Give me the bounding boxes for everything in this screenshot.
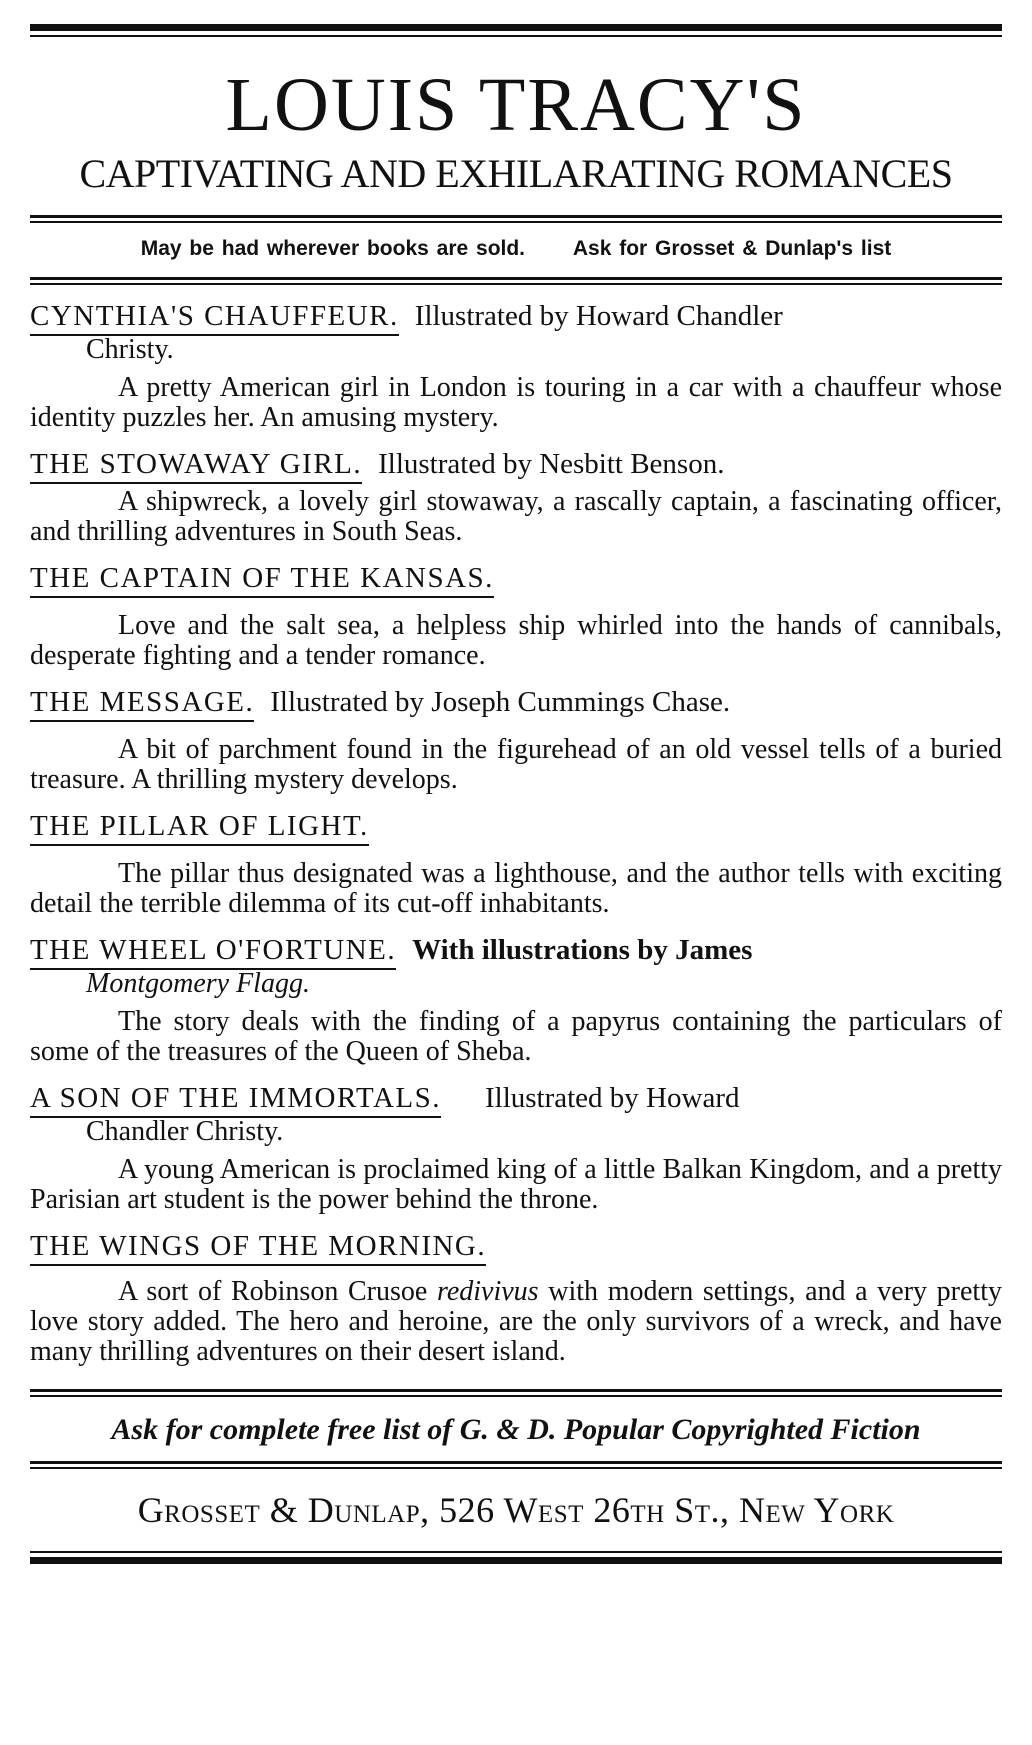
book-illustrator: Illustrated by Nesbitt Benson. — [378, 448, 725, 480]
book-description: The pillar thus designated was a lighthouse, and the author tells with exciting detail the terrible dilemma of its cut-off inhabitants. — [30, 858, 1002, 919]
description-pre: A sort of Robinson Crusoe — [118, 1276, 437, 1307]
book-entry — [30, 807, 1002, 919]
top-rule — [30, 24, 1002, 31]
book-description — [30, 1277, 1002, 1367]
book-title: THE PILLAR OF LIGHT. — [30, 810, 369, 846]
book-title: A SON OF THE IMMORTALS. — [30, 1082, 441, 1118]
banner-left: May be had wherever books are sold. — [140, 237, 526, 260]
book-entry — [30, 683, 1002, 795]
book-description: A pretty American girl in London is touring in a car with a chauffeur whose identity puzzles her. An amusing mystery. — [30, 372, 1002, 433]
book-description: Love and the salt sea, a helpless ship whirled into the hands of cannibals, desperate fighting and a tender romance. — [30, 610, 1002, 671]
availability-banner — [30, 237, 1002, 261]
advertisement-page — [30, 24, 1002, 1564]
book-entry — [30, 445, 1002, 547]
book-illustrator: Illustrated by Joseph Cummings Chase. — [270, 686, 731, 718]
book-description: A bit of parchment found in the figurehead of an old vessel tells of a buried treasure. A thrilling mystery develops. — [30, 734, 1002, 795]
book-illustrator-cont: Montgomery Flagg. — [86, 968, 310, 999]
address-divider — [30, 1461, 1002, 1469]
book-illustrator: Illustrated by Howard — [484, 1082, 740, 1114]
book-entry — [30, 1227, 1002, 1367]
publisher-address: Grosset & Dunlap, 526 West 26th St., New York — [137, 1490, 895, 1530]
book-illustrator: With illustrations by James — [412, 934, 753, 966]
bottom-rule — [30, 1557, 1002, 1564]
top-rule-thin — [30, 35, 1002, 37]
book-entry — [30, 931, 1002, 1067]
book-description: The story deals with the finding of a papyrus containing the particulars of some of the treasures of the Queen of Sheba. — [30, 1006, 1002, 1067]
book-title: THE WHEEL O'FORTUNE. — [30, 934, 396, 970]
book-description: A young American is proclaimed king of a little Balkan Kingdom, and a pretty Parisian art student is the power behind the throne. — [30, 1154, 1002, 1215]
description-rest: with modern settings, and a very pretty love story added. The hero and heroine, are the only survivors of a wreck, and have many thrilling adventures on their desert island. — [30, 1276, 1002, 1367]
footer-divider — [30, 1389, 1002, 1397]
banner-divider — [30, 277, 1002, 285]
book-illustrator: Illustrated by Howard Chandler — [414, 300, 783, 332]
header-divider — [30, 215, 1002, 223]
bottom-rule-thin — [30, 1551, 1002, 1553]
free-list-notice: Ask for complete free list of G. & D. Popular Copyrighted Fiction — [111, 1413, 921, 1446]
book-title: CYNTHIA'S CHAUFFEUR. — [30, 300, 399, 336]
book-illustrator-cont: Christy. — [86, 334, 174, 365]
book-illustrator-cont: Chandler Christy. — [86, 1116, 284, 1147]
banner-right: Ask for Grosset & Dunlap's list — [572, 237, 892, 260]
book-title: THE STOWAWAY GIRL. — [30, 448, 362, 484]
description-italic: redivivus — [436, 1276, 539, 1307]
book-description: A shipwreck, a lovely girl stowaway, a rascally captain, a fascinating officer, and thrilling adventures in South Seas. — [30, 486, 1002, 547]
page-subtitle: CAPTIVATING AND EXHILARATING ROMANCES — [79, 151, 953, 196]
book-entry — [30, 1079, 1002, 1215]
book-entry — [30, 297, 1002, 433]
book-title: THE MESSAGE. — [30, 686, 254, 722]
book-title: THE WINGS OF THE MORNING. — [30, 1230, 486, 1266]
book-entry — [30, 559, 1002, 671]
book-title: THE CAPTAIN OF THE KANSAS. — [30, 562, 494, 598]
page-title: LOUIS TRACY'S — [225, 63, 807, 147]
